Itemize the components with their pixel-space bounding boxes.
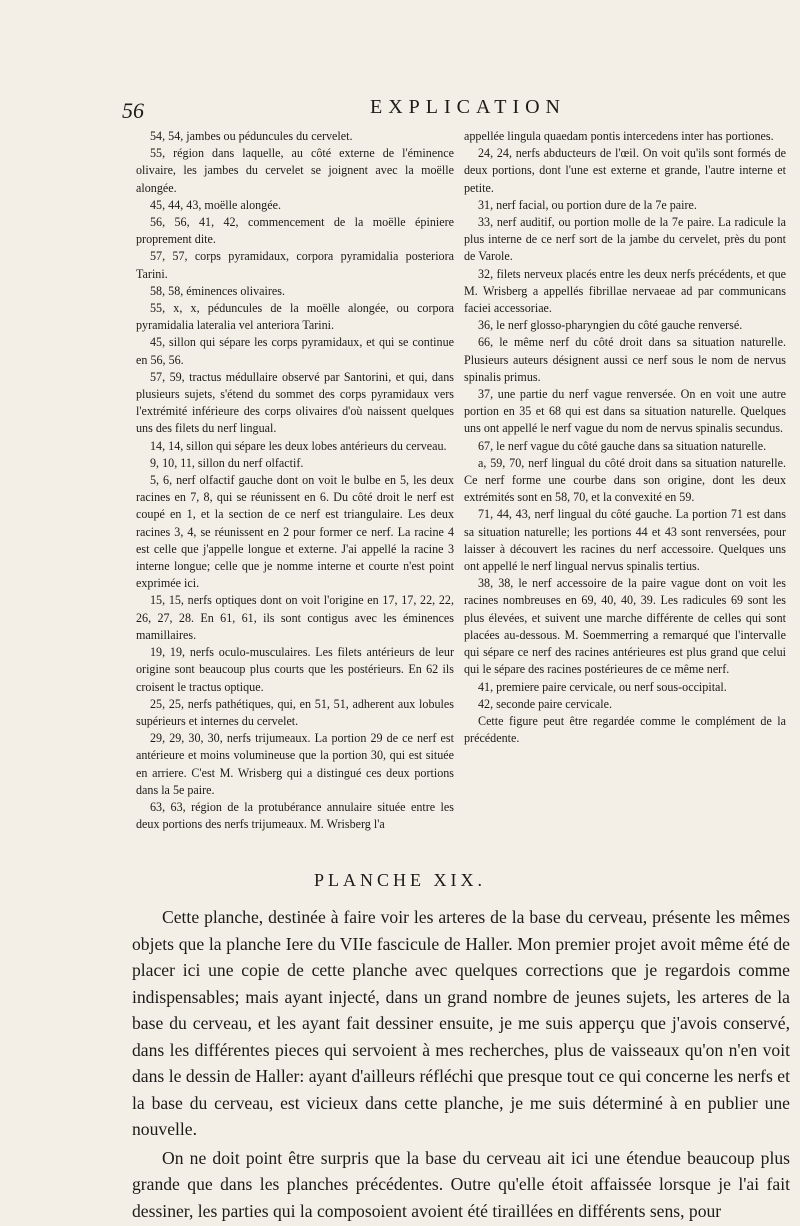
page-number: 56 — [122, 98, 144, 123]
body-paragraph: On ne doit point être surpris que la base du cerveau ait ici une étendue beaucoup plus grande que dans les planches précédentes. Outre qu'elle étoit affaissée lorsque je l'ai fait dessiner, les parties qui la composoient avoient été tiraillées en différents sens, pour — [132, 1147, 790, 1221]
legend-entry: 41, premiere paire cervicale, ou nerf sous-occipital. — [478, 679, 727, 694]
legend-entry: appellée lingula quaedam pontis intercedens inter has portiones. — [464, 129, 774, 143]
legend-entry: 32, filets nerveux placés entre les deux nerfs précédents, et que M. Wrisberg a appellés fibrillae nervaeae ad par communicans faciei accessoriae. — [464, 266, 786, 316]
legend-entry: 24, 24, nerfs abducteurs de l'œil. On voit qu'ils sont formés de deux portions, dont l'une est externe et grande, l'autre interne et petite. — [464, 146, 786, 195]
plate-title: PLANCHE XIX. — [314, 870, 486, 890]
legend-entry: 45, 44, 43, moëlle alongée. — [150, 197, 281, 212]
plate-description — [132, 904, 790, 1226]
legend-entry: 45, sillon qui sépare les corps pyramidaux, et qui se continue en 56, 56. — [136, 335, 454, 367]
running-head: EXPLICATION — [370, 96, 566, 118]
legend-entry: 37, une partie du nerf vague renversée. On en voit une autre portion en 35 et 68 qui est dans sa situation naturelle. Quelques uns ont appellé le nerf vague du nom de nervus spinalis secundus. — [464, 387, 786, 436]
legend-entry: 55, x, x, péduncules de la moëlle alongée, ou corpora pyramidalia lateralia vel anteriora Tarini. — [136, 301, 454, 333]
legend-entry: 25, 25, nerfs pathétiques, qui, en 51, 51, adherent aux lobules supérieurs et internes du cervelet. — [136, 696, 454, 728]
legend-entry: 67, le nerf vague du côté gauche dans sa situation naturelle. — [478, 438, 767, 453]
legend-entry: 5, 6, nerf olfactif gauche dont on voit le bulbe en 5, les deux racines en 7, 8, qui se réunissent en 6. Du côté droit le nerf est coupé en 1, et la section de ce nerf est triangulaire. Les deux racines 3, 4, se réunissent en 2 pour former ce nerf. La racine 4 est celle que j'appelle longue et externe. J'ai appellé la racine 3 interne longue; celle que je nomme interne et courte n'est point exprimée ici. — [136, 473, 454, 591]
legend-entry: 56, 56, 41, 42, commencement de la moëlle épiniere proprement dite. — [136, 215, 454, 247]
legend-entry: a, 59, 70, nerf lingual du côté droit dans sa situation naturelle. Ce nerf forme une courbe dans son origine, dont les deux extrémités sont en 58, 70, et la convexité en 59. — [464, 455, 786, 505]
left-column — [136, 128, 454, 833]
legend-entry: 38, 38, le nerf accessoire de la paire vague dont on voit les racines nombreuses en 69, 40, 40, 39. Les radicules 69 sont les plus élevées, et suivent une marche différente de celles qui sont placées au-dessous. M. Soemmerring a remarqué que l'intervalle qui sépare ce nerf des racines antérieures est plus grand que celui qui le sépare des racines postérieures de ce même nerf. — [464, 576, 786, 677]
legend-entry: 58, 58, éminences olivaires. — [150, 283, 286, 298]
legend-entry: 57, 59, tractus médullaire observé par Santorini, et qui, dans plusieurs sujets, s'étend du sommet des corps pyramidaux vers l'extrémité inférieure des corps olivaires d'où naissent quelques uns des filets du nerf lingual. — [136, 369, 454, 436]
legend-entry: 36, le nerf glosso-pharyngien du côté gauche renversé. — [478, 318, 743, 333]
legend-entry: 15, 15, nerfs optiques dont on voit l'origine en 17, 17, 22, 22, 26, 27, 28. En 61, 61, ils sont contigus avec les éminences mamillaires. — [136, 593, 454, 642]
body-paragraph: Cette planche, destinée à faire voir les arteres de la base du cerveau, présente les mêmes objets que la planche Iere du VIIe fascicule de Haller. Mon premier projet avoit même été de placer ici une copie de cette planche avec quelques corrections que je regardois comme indispensables; mais ayant injecté, dans un grand nombre de jeunes sujets, les arteres de la base du cerveau, et les ayant fait dessiner ensuite, je me suis apperçu que j'avois conservé, dans les différentes pieces qui servoient à mes recherches, plus de vaisseaux qu'on n'en voit dans le dessin de Haller: ayant d'ailleurs réfléchi que presque tout ce qui concerne les nerfs et la base du cerveau, est vicieux dans cette planche, je me suis déterminé à en publier une nouvelle. — [132, 907, 790, 1139]
legend-entry: 31, nerf facial, ou portion dure de la 7e paire. — [478, 197, 697, 212]
legend-entry: 19, 19, nerfs oculo-musculaires. Les filets antérieurs de leur origine sont beaucoup plus courts que les postérieurs. En 62 ils croisent le tractus optique. — [136, 645, 454, 694]
legend-entry: 42, seconde paire cervicale. — [478, 696, 612, 711]
legend-entry: 66, le même nerf du côté droit dans sa situation naturelle. Plusieurs auteurs désignent aussi ce nerf sous le nom de nervus spinalis primus. — [464, 335, 786, 384]
legend-entry: 71, 44, 43, nerf lingual du côté gauche. La portion 71 est dans sa situation naturelle; les portions 44 et 43 sont renversées, pour laisser à découvert les racines du nerf accessoire. Quelques uns ont appellé le nerf lingual nervus spinalis tertius. — [464, 507, 786, 574]
legend-entry: Cette figure peut être regardée comme le complément de la précédente. — [464, 713, 786, 746]
legend-entry: 63, 63, région de la protubérance annulaire située entre les deux portions des nerfs trijumeaux. M. Wrisberg l'a — [136, 799, 454, 832]
legend-entry: 55, région dans laquelle, au côté externe de l'éminence olivaire, les jambes du cervelet se joignent avec la moëlle alongée. — [136, 146, 454, 195]
legend-entry: 33, nerf auditif, ou portion molle de la 7e paire. La radicule la plus interne de ce nerf sort de la jambe du cervelet, près du pont de Varole. — [464, 215, 786, 264]
legend-entry: 54, 54, jambes ou péduncules du cervelet. — [150, 129, 353, 143]
legend-entry: 29, 29, 30, 30, nerfs trijumeaux. La portion 29 de ce nerf est antérieure et moins volumineuse que la portion 30, qui est située en arriere. C'est M. Wrisberg qui a distingué ces deux portions dans la 5e paire. — [136, 731, 454, 797]
right-column — [464, 128, 786, 747]
legend-entry: 14, 14, sillon qui sépare les deux lobes antérieurs du cerveau. — [150, 438, 447, 453]
legend-entry: 57, 57, corps pyramidaux, corpora pyramidalia posteriora Tarini. — [136, 249, 454, 281]
legend-entry: 9, 10, 11, sillon du nerf olfactif. — [150, 455, 304, 470]
